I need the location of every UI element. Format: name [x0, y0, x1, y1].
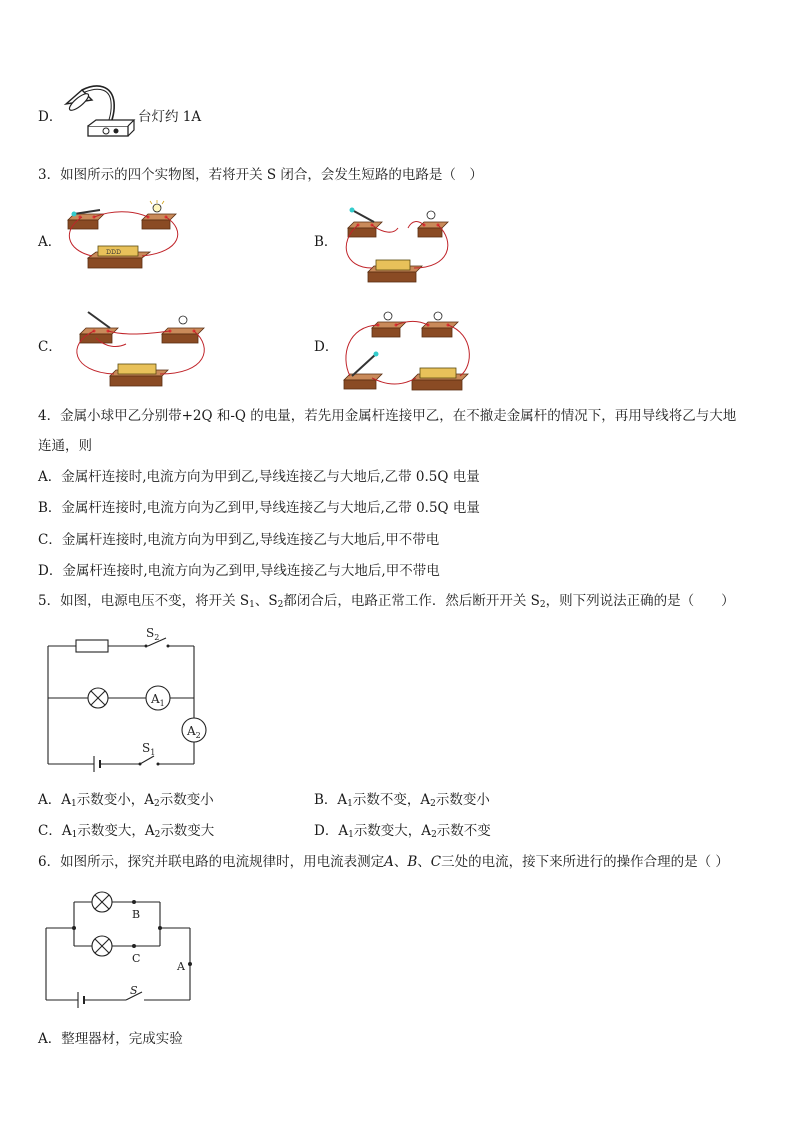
q5-option-d: D．$A_1$示数变大，$A_2$示数不变: [314, 823, 491, 840]
question-4-stem-line1: 4．金属小球甲乙分别带+2Q 和-Q 的电量，若先用金属杆连接甲乙，在不撤走金属杆的情况下，再用导线将乙与大地: [38, 408, 737, 424]
label-a1: $A_1$: [151, 692, 165, 708]
svg-text:ᗪᗪᗪ: ᗪᗪᗪ: [106, 249, 121, 256]
desk-lamp-figure: [60, 80, 140, 146]
q3-figure-d: [338, 306, 478, 394]
label-s2: $S_2$: [146, 626, 160, 642]
q4-option-d: D．金属杆连接时,电流方向为乙到甲,导线连接乙与大地后,甲不带电: [38, 563, 440, 579]
question-3-stem: 3．如图所示的四个实物图，若将开关 S 闭合，会发生短路的电路是（ ）: [38, 167, 483, 183]
q5-option-b: B．$A_1$示数不变，$A_2$示数变小: [314, 792, 490, 809]
question-6-stem: 6．如图所示，探究并联电路的电流规律时，用电流表测定A、B、C三处的电流，接下来所进行的操作合理的是（ ）: [38, 854, 729, 870]
label-s1: $S_1$: [142, 741, 156, 757]
label-a: A: [177, 960, 185, 973]
q4-option-b: B．金属杆连接时,电流方向为乙到甲,导线连接乙与大地后,乙带 0.5Q 电量: [38, 500, 480, 516]
q3-figure-c: [66, 308, 212, 390]
question-5-stem: 5．如图，电源电压不变，将开关 $S_1$、$S_2$都闭合后，电路正常工作．然后断开开关 $S_2$，则下列说法正确的是（ ）: [38, 593, 735, 610]
q5-option-c: C．$A_1$示数变大，$A_2$示数变大: [38, 823, 215, 840]
q3-option-d-label: D．: [314, 339, 339, 355]
q5-option-a: A．$A_1$示数变小，$A_2$示数变小: [38, 792, 214, 809]
q3-option-a-label: A．: [38, 234, 62, 250]
q3-option-c-label: C．: [38, 339, 62, 355]
q3-option-b-label: B．: [314, 234, 338, 250]
question-4-stem-line2: 连通，则: [38, 438, 92, 454]
label-b: B: [132, 908, 141, 921]
option-label: D．: [38, 109, 63, 125]
label-c: C: [132, 952, 141, 965]
q4-option-a: A．金属杆连接时,电流方向为甲到乙,导线连接乙与大地后,乙带 0.5Q 电量: [38, 469, 480, 485]
q3-figure-b: [338, 202, 456, 288]
label-s: S: [130, 984, 138, 997]
q3-figure-a: [62, 200, 186, 278]
option-d-text: 台灯约 1A: [138, 109, 202, 125]
label-a2: $A_2$: [187, 724, 201, 740]
q6-circuit-diagram: [40, 884, 200, 1008]
q6-option-a: A．整理器材，完成实验: [38, 1031, 183, 1047]
q4-option-c: C．金属杆连接时,电流方向为甲到乙,导线连接乙与大地后,甲不带电: [38, 532, 440, 548]
q5-circuit-diagram: [40, 626, 220, 778]
